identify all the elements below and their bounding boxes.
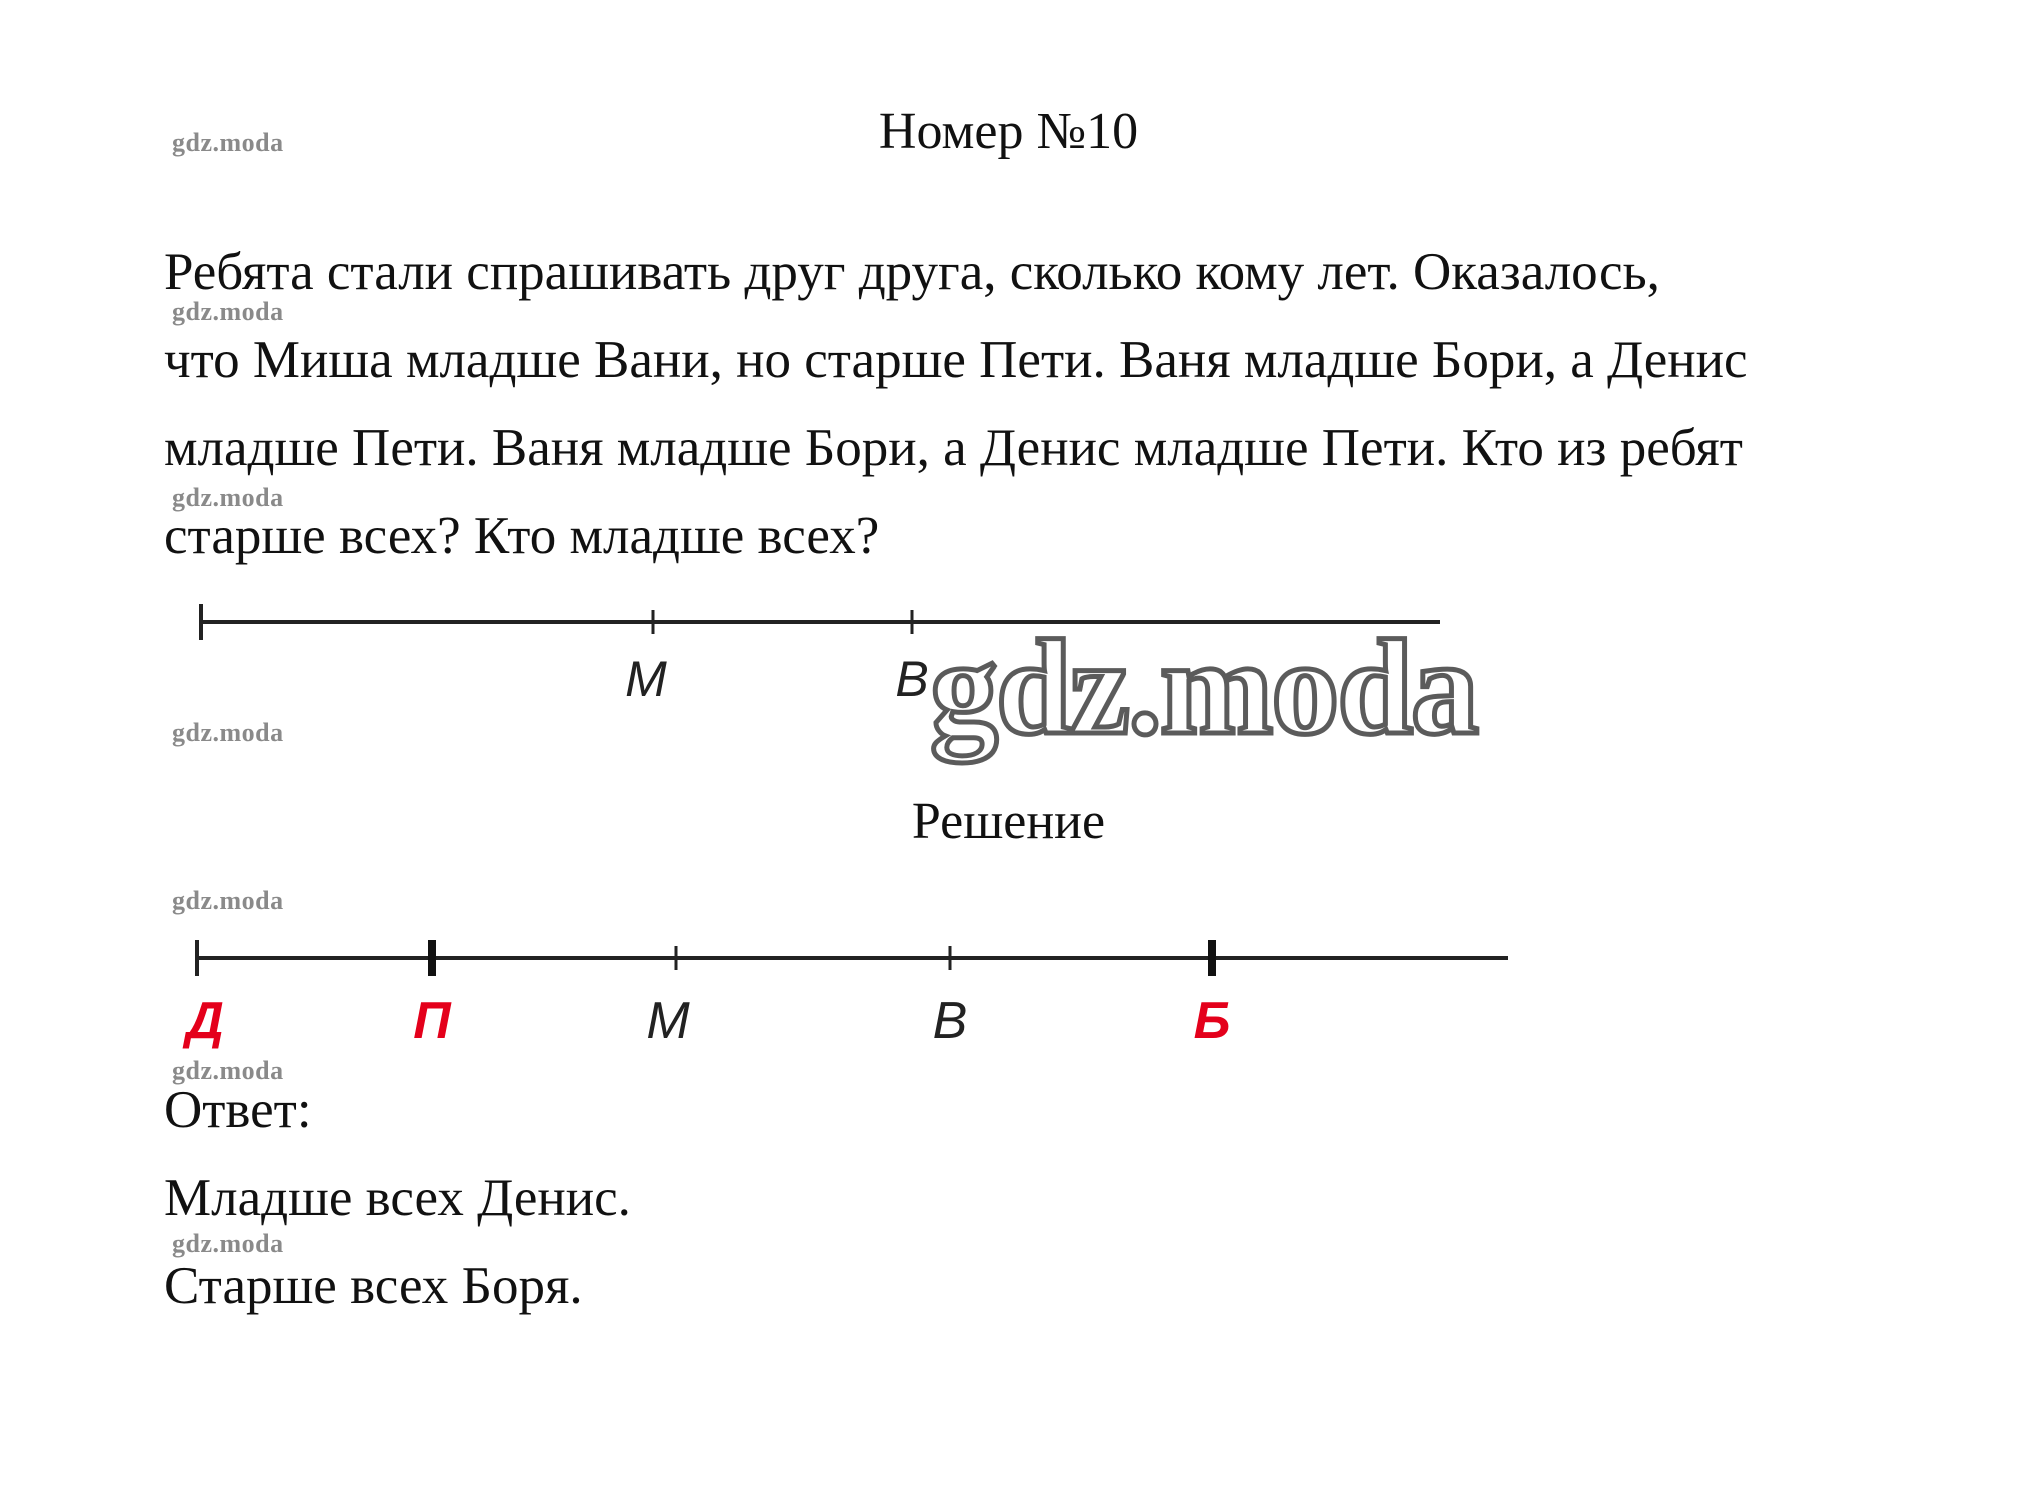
watermark-large: gdz.moda (930, 613, 1477, 763)
label-b: Б (1193, 992, 1231, 1050)
problem-line: Ребята стали спрашивать друг друга, сколько кому лет. Оказалось, (164, 243, 1660, 301)
answer-label: Ответ: (164, 1081, 312, 1139)
problem-line: младше Пети. Ваня младше Бори, а Денис младше Пети. Кто из ребят (164, 419, 1743, 477)
label-m: М (646, 992, 690, 1050)
label-v: В (895, 651, 929, 707)
watermark: gdz.moda (172, 483, 284, 512)
label-m: М (625, 651, 667, 707)
label-v: В (932, 992, 968, 1050)
watermark: gdz.moda (172, 128, 284, 157)
watermark: gdz.moda (172, 297, 284, 326)
page-title: Номер №10 (878, 103, 1139, 160)
problem-line: что Миша младше Вани, но старше Пети. Ваня младше Бори, а Денис (164, 331, 1748, 389)
watermark: gdz.moda (172, 1229, 284, 1258)
answer-oldest: Старше всех Боря. (164, 1257, 583, 1315)
answer-youngest: Младше всех Денис. (164, 1169, 631, 1227)
solution-heading: Решение (911, 793, 1106, 850)
watermark: gdz.moda (172, 718, 284, 747)
watermark: gdz.moda (172, 1056, 284, 1085)
label-p: П (413, 992, 451, 1050)
label-d: Д (186, 992, 224, 1050)
problem-line: старше всех? Кто младше всех? (164, 507, 880, 565)
watermark: gdz.moda (172, 886, 284, 915)
